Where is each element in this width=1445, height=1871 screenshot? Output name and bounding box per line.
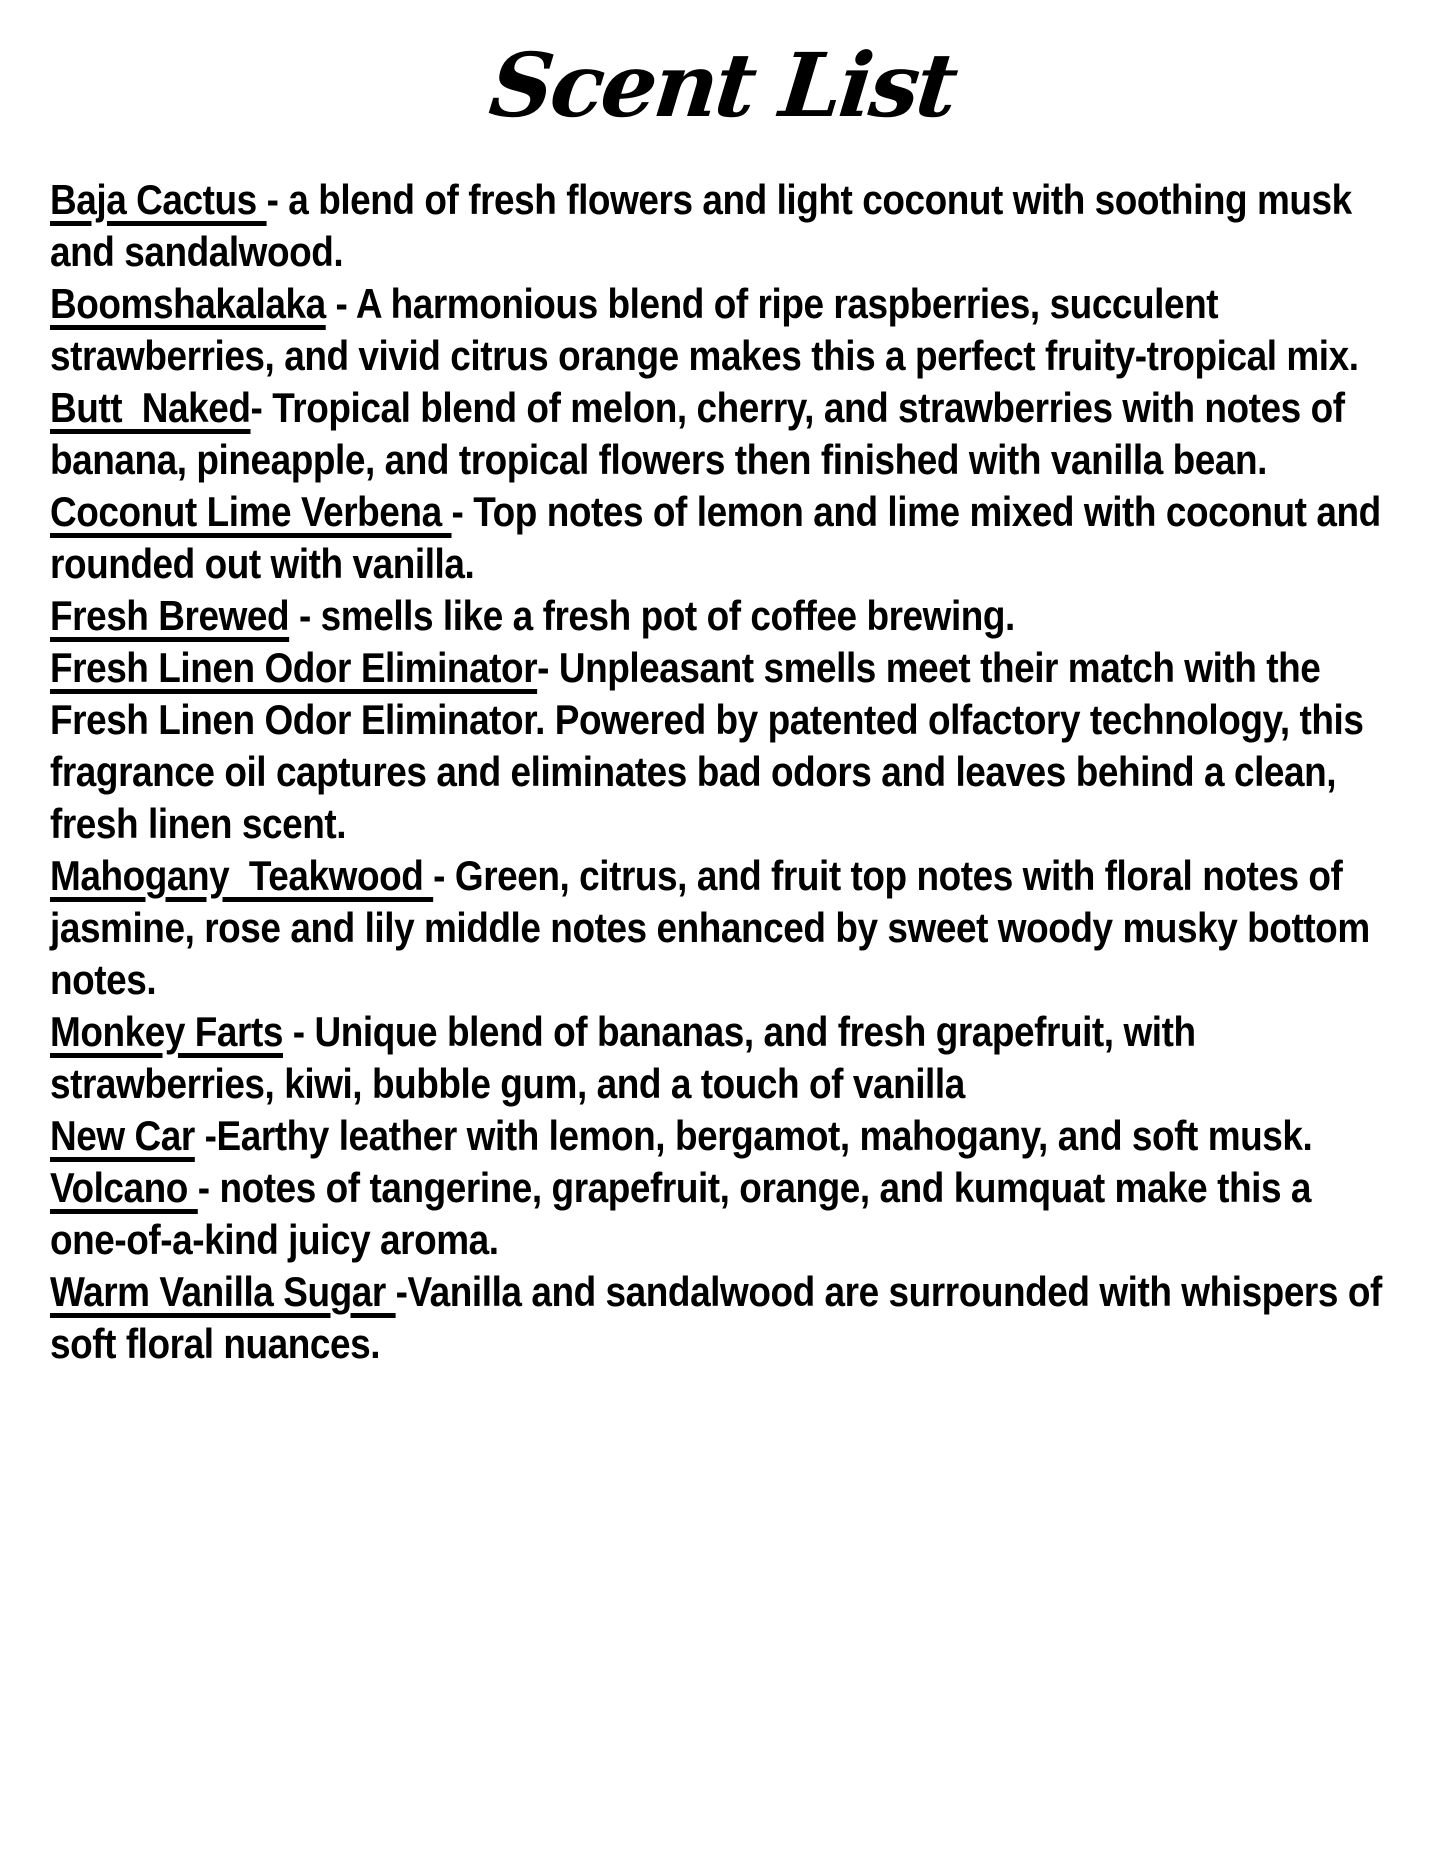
scent-item-baja-cactus xyxy=(50,174,1385,278)
scent-list xyxy=(0,174,1445,1370)
scent-item-volcano xyxy=(50,1162,1385,1266)
scent-list-text-block xyxy=(50,174,1392,1370)
scent-item-coconut-lime-verbena xyxy=(50,486,1391,590)
scent-name: Fresh Brewed xyxy=(50,592,290,639)
scent-description: - Unpleasant smells meet their match with the Fresh Linen Odor Eliminator. Powered by patented olfactory technology, this fragrance oil captures and eliminates bad odors and leaves behind a clean, fresh linen scent. xyxy=(50,644,1374,847)
scent-description: -Vanilla and sandalwood are surrounded with whispers of soft floral nuances. xyxy=(50,1268,1392,1367)
scent-item-fresh-linen-odor-eliminator xyxy=(50,642,1385,850)
scent-name: Butt Naked xyxy=(50,384,251,431)
scent-name: Fresh Linen Odor Eliminator xyxy=(50,644,538,691)
scent-item-mahogany-teakwood xyxy=(50,850,1385,1006)
scent-name: Boomshakalaka xyxy=(50,280,326,327)
scent-description: - Tropical blend of melon, cherry, and strawberries with notes of banana, pineapple, and tropical flowers then finished with vanilla bean. xyxy=(50,384,1355,483)
scent-name: Coconut Lime Verbena xyxy=(50,488,452,535)
page-title: Scent List xyxy=(485,33,960,137)
scent-name: Monkey Farts xyxy=(50,1008,283,1055)
scent-description: -Earthy leather with lemon, bergamot, mahogany, and soft musk. xyxy=(194,1112,1313,1159)
scent-description: - Unique blend of bananas, and fresh grapefruit, with strawberries, kiwi, bubble gum, and a touch of vanilla xyxy=(50,1008,1206,1107)
scent-description: - A harmonious blend of ripe raspberries, succulent strawberries, and vivid citrus orange makes this a perfect fruity-tropical mix. xyxy=(50,280,1359,379)
scent-item-new-car xyxy=(50,1110,1385,1162)
scent-name: Mahogany Teakwood xyxy=(50,852,434,899)
scent-description: - smells like a fresh pot of coffee brewing. xyxy=(289,592,1015,639)
scent-item-monkey-farts xyxy=(50,1006,1385,1110)
scent-item-butt-naked xyxy=(50,382,1385,486)
scent-description: - Top notes of lemon and lime mixed with coconut and rounded out with vanilla. xyxy=(50,488,1391,587)
scent-name: Baja Cactus xyxy=(50,176,267,223)
scent-description: - Green, citrus, and fruit top notes with floral notes of jasmine, rose and lily middle notes enhanced by sweet woody musky bottom notes. xyxy=(50,852,1380,1003)
scent-item-fresh-brewed xyxy=(50,590,1385,642)
scent-name: New Car xyxy=(50,1112,195,1159)
scent-description: - a blend of fresh flowers and light coconut with soothing musk and sandalwood. xyxy=(50,176,1362,275)
scent-description: - notes of tangerine, grapefruit, orange, and kumquat make this a one-of-a-kind juicy aroma. xyxy=(50,1164,1321,1263)
scent-item-warm-vanilla-sugar xyxy=(50,1266,1392,1370)
scent-name: Volcano xyxy=(50,1164,198,1211)
scent-item-boomshakalaka xyxy=(50,278,1385,382)
scent-name: Warm Vanilla Sugar xyxy=(50,1268,396,1315)
